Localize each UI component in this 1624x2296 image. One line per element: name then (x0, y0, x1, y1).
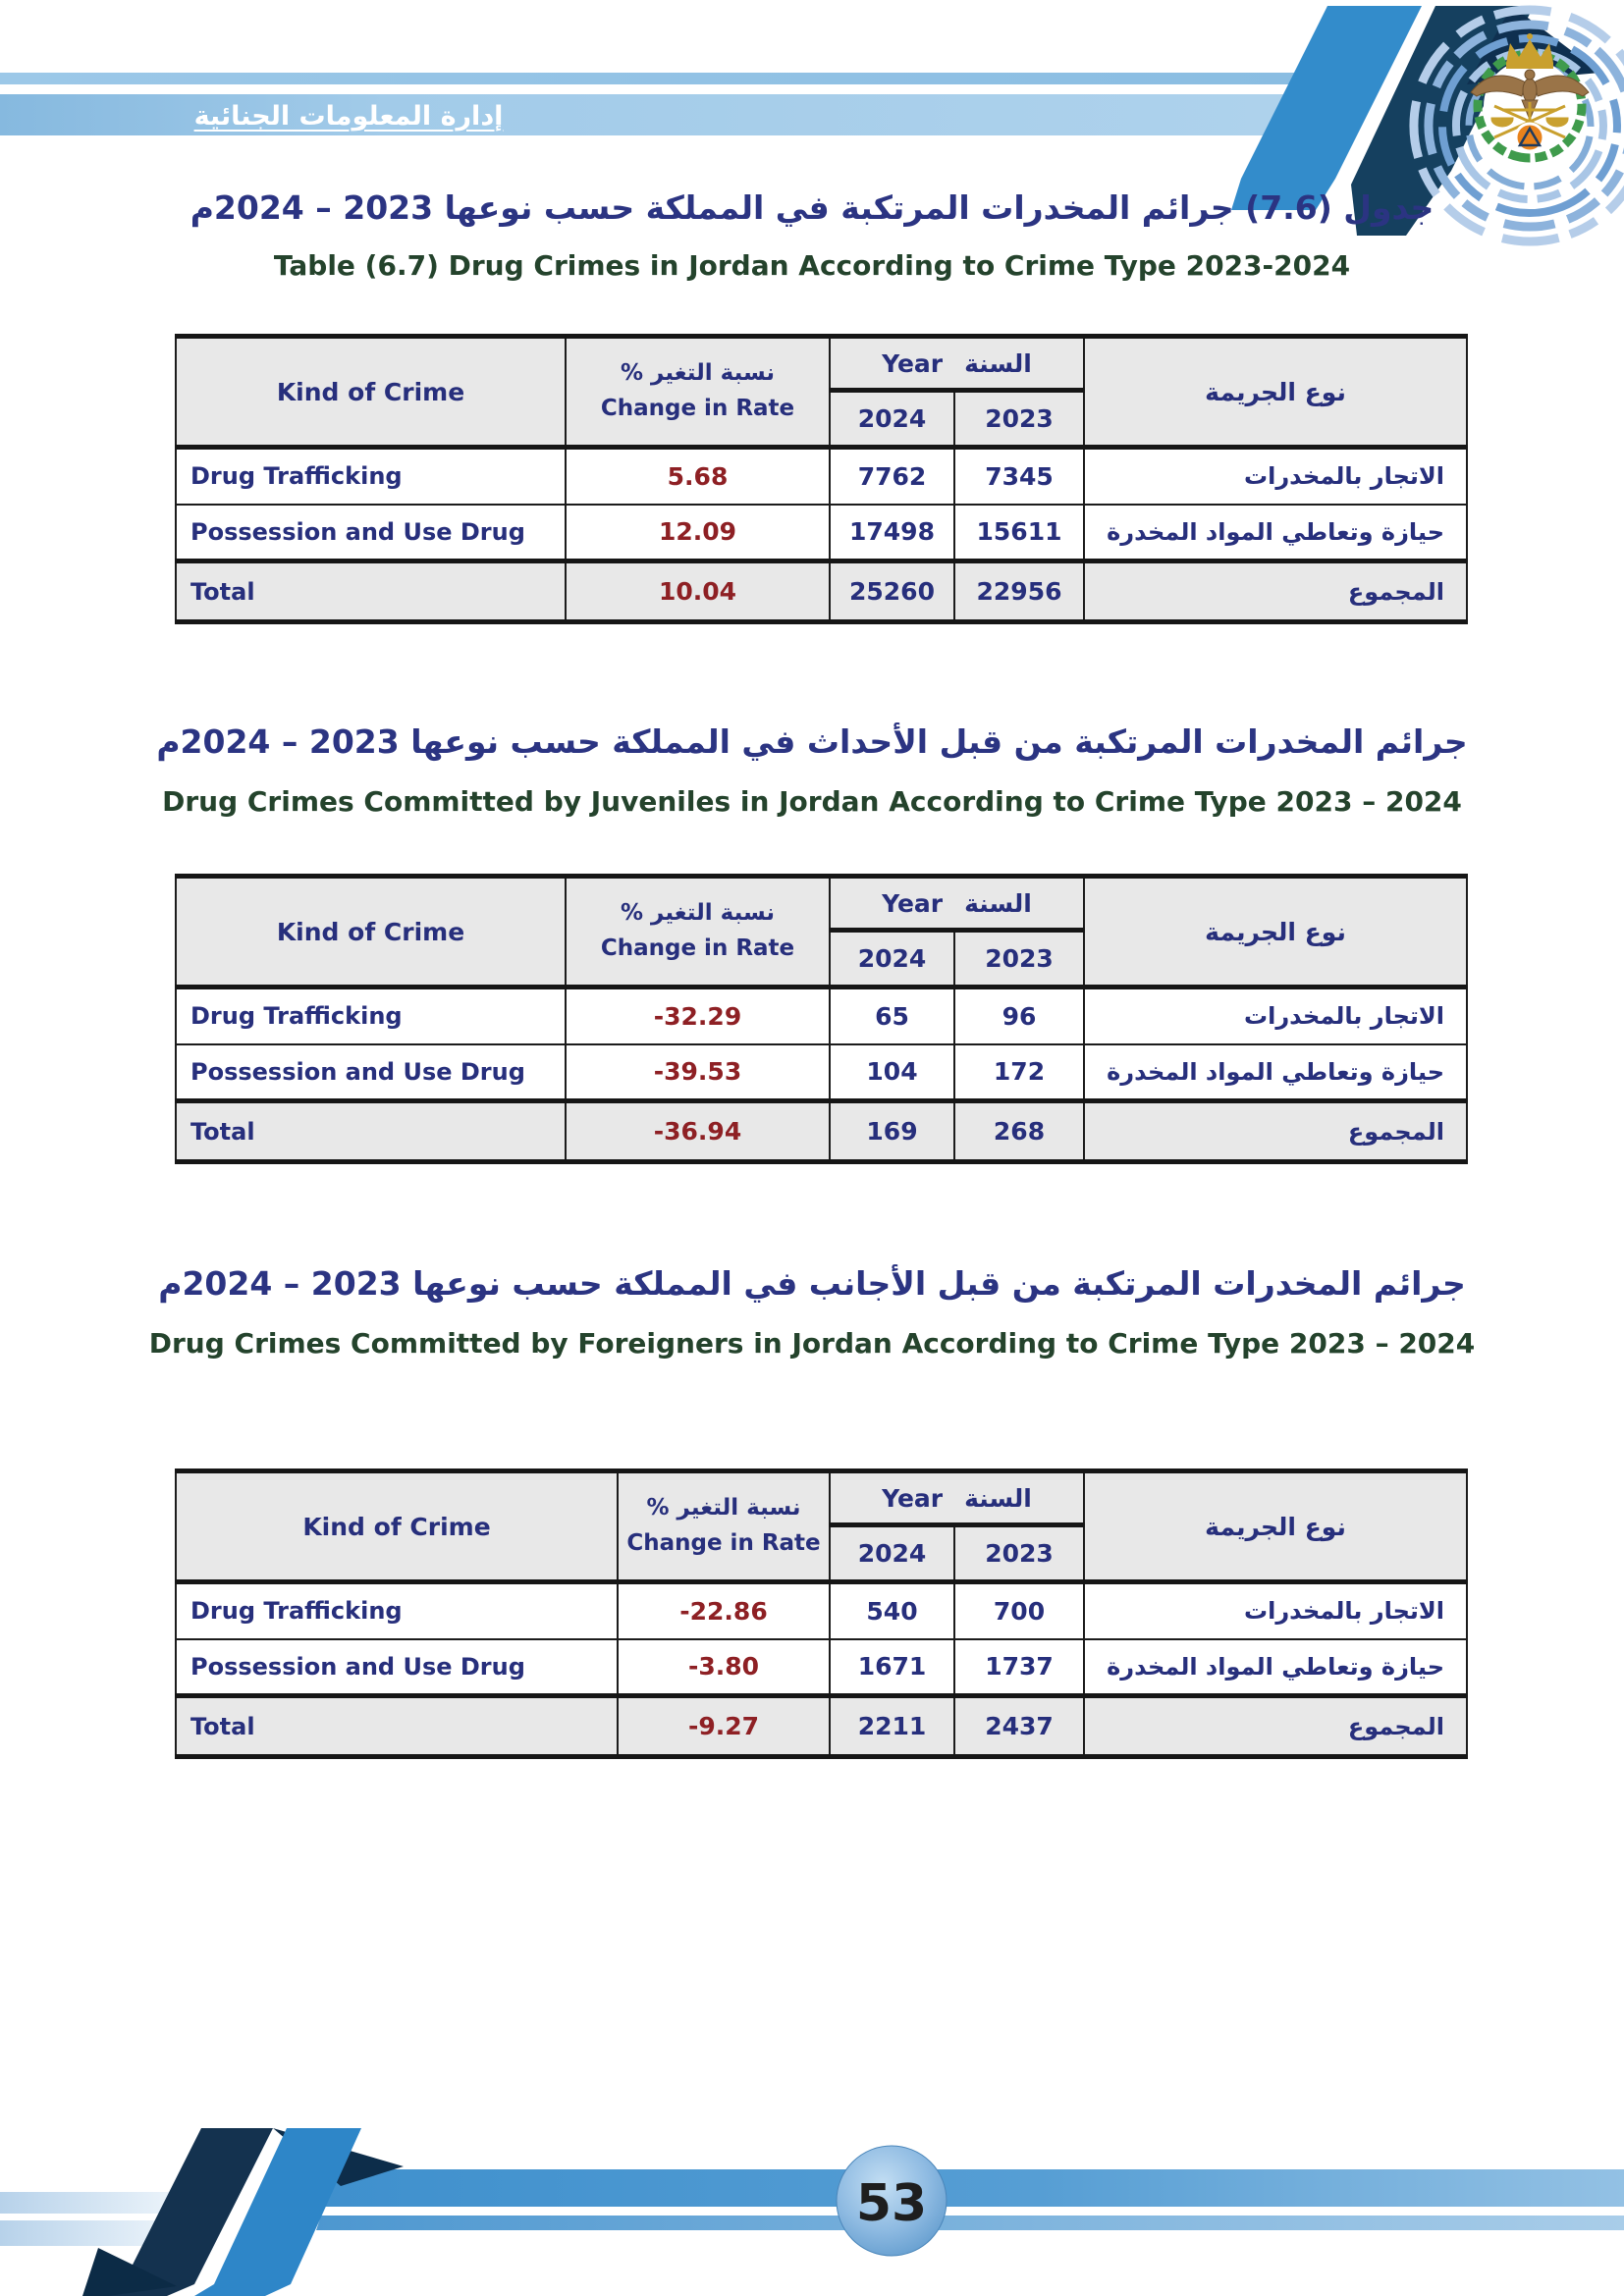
change-rate-value: -39.53 (566, 1044, 830, 1101)
crime-name-ar: حيازة وتعاطي المواد المخدرة (1084, 1639, 1467, 1696)
footer-art (0, 2091, 1624, 2296)
value-2024: 65 (830, 988, 954, 1044)
col-header-2023: 2023 (954, 931, 1084, 988)
year-arabic: السنة (964, 348, 1032, 378)
crime-name-ar: الاتجار بالمخدرات (1084, 1582, 1467, 1639)
change-rate-value: 5.68 (566, 448, 830, 505)
change-rate-value: -32.29 (566, 988, 830, 1044)
total-2023: 22956 (954, 561, 1084, 622)
col-header-2024: 2024 (830, 931, 954, 988)
col-header-change-rate (566, 337, 830, 448)
change-rate-arabic: نسبة التغير % (620, 900, 776, 927)
total-2024: 2211 (830, 1696, 954, 1757)
col-header-change-rate (618, 1471, 830, 1582)
crime-name-en: Drug Trafficking (176, 448, 566, 505)
change-rate-value: -22.86 (618, 1582, 830, 1639)
total-change-rate: 10.04 (566, 561, 830, 622)
total-label-ar: المجموع (1084, 561, 1467, 622)
juveniles-drug-crimes-table (175, 874, 1468, 1164)
table-row (176, 1044, 1467, 1101)
col-header-crime-type-arabic: نوع الجريمة (1084, 337, 1467, 448)
total-label-ar: المجموع (1084, 1101, 1467, 1162)
value-2024: 17498 (830, 505, 954, 561)
header-department-banner: إدارة المعلومات الجنائية (193, 100, 504, 132)
total-2023: 268 (954, 1101, 1084, 1162)
col-header-crime-type-arabic: نوع الجريمة (1084, 877, 1467, 988)
crime-name-en: Drug Trafficking (176, 988, 566, 1044)
table-row (176, 1639, 1467, 1696)
value-2023: 15611 (954, 505, 1084, 561)
col-header-year (830, 337, 1084, 391)
crime-name-en: Possession and Use Drug (176, 1639, 618, 1696)
col-header-crime-type-arabic: نوع الجريمة (1084, 1471, 1467, 1582)
table-row (176, 448, 1467, 505)
table-row (176, 1582, 1467, 1639)
change-rate-arabic: نسبة التغير % (620, 360, 776, 387)
change-rate-arabic: نسبة التغير % (646, 1495, 801, 1522)
col-header-2023: 2023 (954, 1525, 1084, 1582)
table-row (176, 505, 1467, 561)
year-english: Year (882, 348, 944, 378)
col-header-2023: 2023 (954, 391, 1084, 448)
section1-title-english: Table (6.7) Drug Crimes in Jordan According to Crime Type 2023-2024 (273, 249, 1351, 282)
crime-name-ar: الاتجار بالمخدرات (1084, 448, 1467, 505)
footer-thin-band (316, 2216, 1624, 2230)
total-change-rate: -9.27 (618, 1696, 830, 1757)
value-2024: 540 (830, 1582, 954, 1639)
crime-name-ar: الاتجار بالمخدرات (1084, 988, 1467, 1044)
col-header-year (830, 1471, 1084, 1525)
section3-title-arabic: جرائم المخدرات المرتكبة من قبل الأجانب في المملكة حسب نوعها 2023 – 2024م (158, 1264, 1466, 1303)
col-header-2024: 2024 (830, 391, 954, 448)
change-rate-value: 12.09 (566, 505, 830, 561)
total-row (176, 1696, 1467, 1757)
section3-title-english: Drug Crimes Committed by Foreigners in Jordan According to Crime Type 2023 – 2024 (148, 1327, 1476, 1360)
total-label-en: Total (176, 561, 566, 622)
year-english: Year (882, 888, 944, 918)
col-header-kind-of-crime: Kind of Crime (176, 877, 566, 988)
crime-name-en: Drug Trafficking (176, 1582, 618, 1639)
change-rate-english: Change in Rate (600, 935, 795, 961)
crime-name-en: Possession and Use Drug (176, 1044, 566, 1101)
crime-name-en: Possession and Use Drug (176, 505, 566, 561)
crime-name-ar: حيازة وتعاطي المواد المخدرة (1084, 1044, 1467, 1101)
col-header-2024: 2024 (830, 1525, 954, 1582)
value-2023: 172 (954, 1044, 1084, 1101)
page-number: 53 (855, 2174, 928, 2233)
header-thin-bar (0, 73, 1298, 84)
total-change-rate: -36.94 (566, 1101, 830, 1162)
change-rate-english: Change in Rate (600, 396, 795, 421)
col-header-change-rate (566, 877, 830, 988)
value-2023: 96 (954, 988, 1084, 1044)
total-label-en: Total (176, 1101, 566, 1162)
change-rate-english: Change in Rate (626, 1530, 821, 1556)
col-header-kind-of-crime: Kind of Crime (176, 1471, 618, 1582)
total-row (176, 561, 1467, 622)
table-row (176, 988, 1467, 1044)
footer-main-band (324, 2169, 1624, 2207)
change-rate-value: -3.80 (618, 1639, 830, 1696)
section2-title-english: Drug Crimes Committed by Juveniles in Jordan According to Crime Type 2023 – 2024 (162, 785, 1462, 818)
total-2024: 169 (830, 1101, 954, 1162)
value-2023: 1737 (954, 1639, 1084, 1696)
value-2024: 104 (830, 1044, 954, 1101)
col-header-year (830, 877, 1084, 931)
value-2023: 7345 (954, 448, 1084, 505)
foreigners-drug-crimes-table (175, 1468, 1468, 1759)
year-arabic: السنة (964, 1483, 1032, 1513)
crime-name-ar: حيازة وتعاطي المواد المخدرة (1084, 505, 1467, 561)
year-arabic: السنة (964, 888, 1032, 918)
total-label-ar: المجموع (1084, 1696, 1467, 1757)
section1-title-arabic: جدول (7.6) جرائم المخدرات المرتكبة في المملكة حسب نوعها 2023 – 2024م (189, 188, 1435, 227)
year-english: Year (882, 1483, 944, 1513)
value-2024: 7762 (830, 448, 954, 505)
total-row (176, 1101, 1467, 1162)
total-2023: 2437 (954, 1696, 1084, 1757)
total-2024: 25260 (830, 561, 954, 622)
value-2023: 700 (954, 1582, 1084, 1639)
total-label-en: Total (176, 1696, 618, 1757)
value-2024: 1671 (830, 1639, 954, 1696)
col-header-kind-of-crime: Kind of Crime (176, 337, 566, 448)
drug-crimes-table (175, 334, 1468, 624)
section2-title-arabic: جرائم المخدرات المرتكبة من قبل الأحداث في المملكة حسب نوعها 2023 – 2024م (156, 722, 1468, 761)
